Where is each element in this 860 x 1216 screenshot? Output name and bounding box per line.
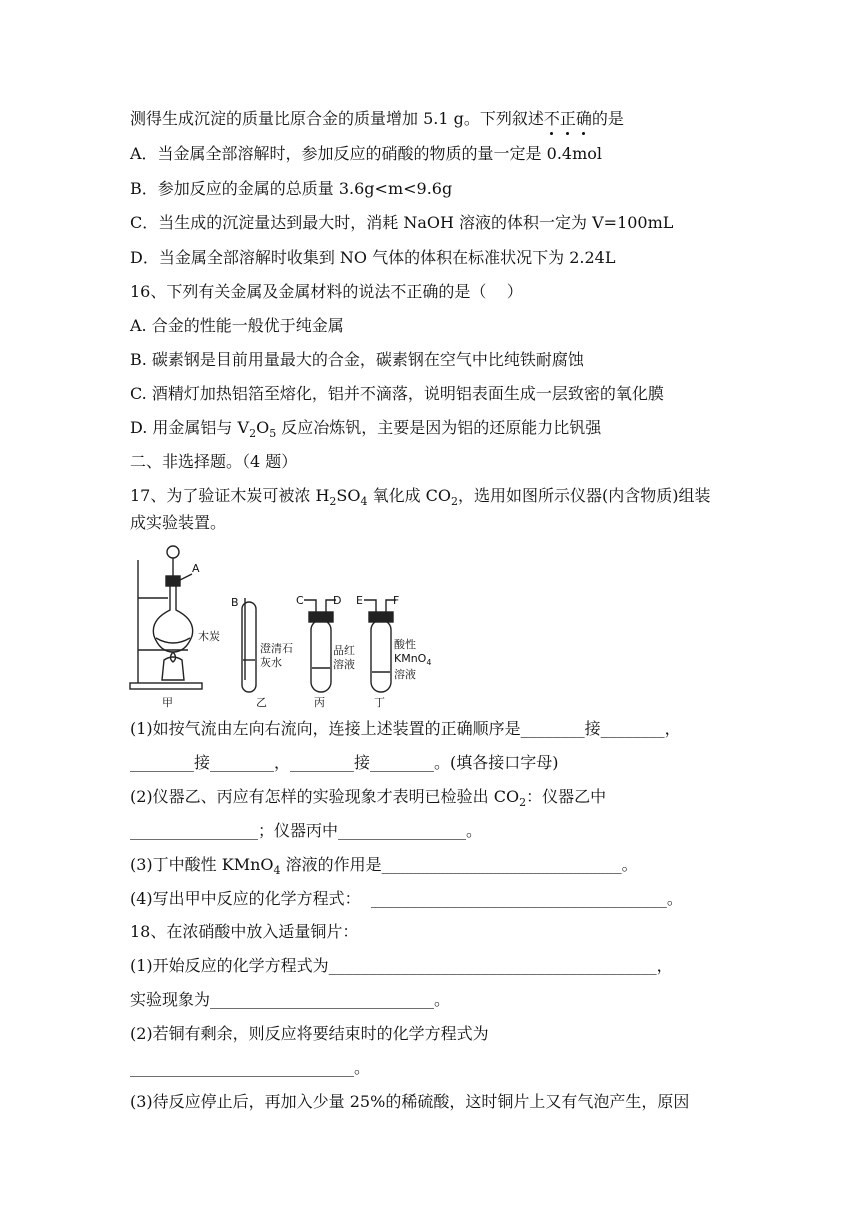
bottle-ding bbox=[371, 620, 391, 692]
q17-part1-line1: (1)如按气流由左向右流向，连接上述装置的正确顺序是________接________， bbox=[130, 719, 681, 738]
q16-option-c: C. 酒精灯加热铝箔至熔化，铝并不滴落，说明铝表面生成一层致密的氧化膜 bbox=[130, 384, 664, 403]
label-ding: 丁 bbox=[374, 696, 385, 709]
label-charcoal: 木炭 bbox=[198, 630, 220, 643]
label-yi: 乙 bbox=[256, 696, 267, 709]
ding-tube-e bbox=[364, 600, 376, 612]
label-kmno4-1: 酸性 bbox=[394, 638, 416, 651]
bottle-bing bbox=[311, 620, 331, 692]
label-jia: 甲 bbox=[162, 696, 173, 709]
q18-part1-line2: 实验现象为____________________________。 bbox=[130, 990, 451, 1009]
q16-option-b: B. 碳素钢是目前用量最大的合金，碳素钢在空气中比纯铁耐腐蚀 bbox=[130, 350, 584, 369]
section-heading: 二、非选择题。（4 题） bbox=[130, 452, 298, 471]
q17-part4: (4)写出甲中反应的化学方程式： _____________________________________。 bbox=[130, 889, 683, 908]
round-flask bbox=[153, 586, 192, 652]
emphasis-char: 不 bbox=[543, 109, 560, 128]
stopper bbox=[166, 576, 180, 586]
q15-stem-end: 的是 bbox=[591, 109, 624, 128]
apparatus-figure bbox=[128, 540, 448, 710]
label-magenta-1: 品红 bbox=[333, 644, 355, 657]
q16-option-d: D. 用金属铝与 $V_2O_5$ 反应冶炼钒，主要是因为铝的还原能力比钒强 bbox=[130, 418, 602, 441]
q17-part2-line1: (2)仪器乙、丙应有怎样的实验现象才表明已检验出 $CO_2$：仪器乙中 bbox=[130, 787, 607, 810]
stand-base bbox=[130, 683, 202, 689]
funnel-bulb bbox=[167, 546, 179, 558]
q15-option-b: B．参加反应的金属的总质量 3.6g<m<9.6g bbox=[130, 179, 453, 198]
q18-part2-line2: ____________________________。 bbox=[130, 1058, 371, 1077]
alcohol-lamp bbox=[162, 657, 184, 680]
flask-contents bbox=[156, 638, 190, 643]
label-magenta-2: 溶液 bbox=[333, 658, 355, 671]
label-kmno4-3: 溶液 bbox=[394, 668, 416, 681]
q16-stem: 16、下列有关金属及金属材料的说法不正确的是（ ） bbox=[130, 282, 523, 301]
q17-part1-line2: ________接________，________接________。(填各接口字母) bbox=[130, 753, 559, 772]
outlet-a bbox=[180, 574, 192, 580]
q17-part2-line2: ________________；仪器丙中________________。 bbox=[130, 821, 483, 840]
emphasis-char: 正 bbox=[559, 109, 576, 128]
ding-stopper bbox=[369, 612, 393, 622]
q15-option-a: A．当金属全部溶解时，参加反应的硝酸的物质的量一定是 0.4mol bbox=[130, 144, 603, 163]
q15-option-d: D．当金属全部溶解时收集到 NO 气体的体积在标准状况下为 2.24L bbox=[130, 248, 616, 267]
label-bing: 丙 bbox=[314, 696, 325, 709]
q18-part2-line1: (2)若铜有剩余，则反应将要结束时的化学方程式为 bbox=[130, 1024, 489, 1043]
label-e: E bbox=[356, 594, 363, 607]
bing-stopper bbox=[309, 612, 333, 622]
q18-part1-line1: (1)开始反应的化学方程式为_________________________________________， bbox=[130, 956, 673, 975]
label-f: F bbox=[393, 594, 400, 607]
bing-tube-c bbox=[304, 600, 316, 612]
q17-stem-line2: 成实验装置。 bbox=[130, 513, 227, 532]
q18-part3: (3)待反应停止后，再加入少量 25%的稀硫酸，这时铜片上又有气泡产生，原因 bbox=[130, 1092, 690, 1111]
q15-option-c: C．当生成的沉淀量达到最大时，消耗 NaOH 溶液的体积一定为 V=100mL bbox=[130, 213, 674, 232]
q16-option-a: A. 合金的性能一般优于纯金属 bbox=[130, 316, 344, 335]
q17-part3: (3)丁中酸性 KMnO$_4$ 溶液的作用是______________________________。 bbox=[130, 855, 638, 878]
label-d: D bbox=[333, 594, 342, 607]
label-a: A bbox=[192, 562, 200, 575]
q18-stem: 18、在浓硝酸中放入适量铜片： bbox=[130, 922, 359, 941]
q17-stem: 17、为了验证木炭可被浓 $H_2SO_4$ 氧化成 $CO_2$，选用如图所示仪器(内含物质)组装 bbox=[130, 486, 711, 509]
label-limewater-1: 澄清石 bbox=[260, 642, 293, 655]
label-kmno4-2: KMnO$_4$ bbox=[394, 652, 432, 667]
label-c: C bbox=[296, 594, 304, 607]
tube-yi bbox=[242, 602, 256, 692]
label-b: B bbox=[231, 596, 239, 609]
q15-stem-tail bbox=[130, 109, 624, 129]
q15-stem-text: 测得生成沉淀的质量比原合金的质量增加 5.1 g。下列叙述 bbox=[130, 109, 544, 128]
label-limewater-2: 灰水 bbox=[260, 656, 282, 669]
emphasis-char: 确 bbox=[575, 109, 592, 128]
